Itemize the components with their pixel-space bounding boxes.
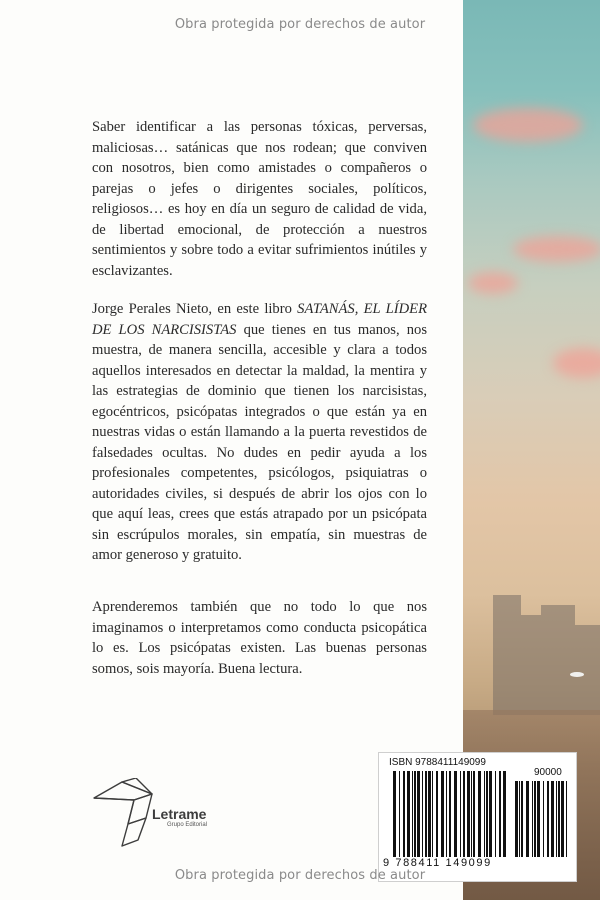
barcode-bar — [551, 781, 554, 857]
barcode-bar — [537, 781, 540, 857]
barcode-bar — [449, 771, 451, 857]
pink-cloud — [553, 348, 600, 378]
barcode-bar — [407, 771, 410, 857]
paragraph-2-body: que tienes en tus manos, nos muestra, de manera sencilla, accesible y clara a todos aquellos interesados en detectar la maldad, la mentira y las estrategias de dominio que tienen los narcisistas, egocéntricos, psicópatas integrados o que están ya en nuestras vidas o están llamando a la puerta revestidos de falsedades ocultas. No dudes en pedir ayuda a los profesionales competentes, psicólogos, psiquiatras o autoridades civiles, si después de abrir los ojos con lo que aquí leas, crees que estás atrapado por un psicópata sin escrúpulos morales, sin empatía, sin muestras de amor generoso y gratuito. — [92, 321, 427, 563]
pink-cloud — [473, 108, 583, 142]
barcode-bar — [471, 771, 472, 857]
barcode-bar — [473, 771, 475, 857]
barcode-bar — [519, 781, 520, 857]
barcode-bar — [556, 781, 557, 857]
barcode-bar — [499, 771, 501, 857]
barcode-bar — [486, 771, 488, 857]
barcode-bar — [558, 781, 560, 857]
pink-cloud — [468, 272, 518, 294]
paragraph-2-intro: Jorge Perales Nieto, en este libro — [92, 301, 298, 317]
publisher-name: Letrame — [152, 806, 207, 822]
isbn-barcode — [378, 752, 577, 882]
barcode-bar — [446, 771, 447, 857]
barcode-bar — [534, 781, 536, 857]
barcode-bar — [521, 781, 523, 857]
building-silhouette — [521, 615, 541, 715]
publisher-subtitle: Grupo Editorial — [167, 822, 208, 828]
pink-cloud — [513, 236, 600, 262]
barcode-bar — [566, 781, 567, 857]
seagull — [570, 672, 584, 677]
watermark-top: Obra protegida por derechos de autor — [174, 17, 426, 32]
synopsis-paragraph-1: Saber identificar a las personas tóxicas, perversas, maliciosas… satánicas que nos rodean; que conviven con nosotros, bien como amistades o compañeros o parejas o jefes o dirigentes sociales, políticos, religiosos… es hoy en día un seguro de calidad de vida, de libertad emocional, de protección a nuestros sentimientos y sobre todo a evitar sufrimientos inútiles y esclavizantes. — [92, 119, 427, 279]
barcode-bar — [403, 771, 405, 857]
barcode-bar — [454, 771, 457, 857]
barcode-bar — [414, 771, 416, 857]
building-silhouette — [575, 625, 600, 715]
barcode-bar — [561, 781, 564, 857]
barcode-bar — [495, 771, 496, 857]
barcode-bar — [489, 771, 492, 857]
barcode-bar — [422, 771, 423, 857]
barcode-bar — [467, 771, 470, 857]
barcode-bar — [460, 771, 461, 857]
barcode-bar — [547, 781, 549, 857]
barcode-bar — [503, 771, 506, 857]
barcode-bar — [532, 781, 533, 857]
barcode-bar — [484, 771, 485, 857]
barcode-bar — [543, 781, 544, 857]
barcode-bar — [428, 771, 431, 857]
synopsis-paragraph-2 — [92, 299, 427, 566]
barcode-bar — [399, 771, 400, 857]
isbn-label: ISBN 9788411149099 — [389, 757, 486, 768]
building-silhouette — [541, 605, 575, 715]
barcode-bar — [417, 771, 420, 857]
barcode-bar — [441, 771, 444, 857]
barcode-bar — [393, 771, 396, 857]
watermark-bottom: Obra protegida por derechos de autor — [174, 868, 426, 883]
barcode-bar — [425, 771, 427, 857]
price-code: 90000 — [534, 767, 562, 778]
barcode-bar — [515, 781, 518, 857]
barcode-digits: 9 788411 149099 — [383, 857, 492, 869]
barcode-bar — [412, 771, 413, 857]
barcode-bar — [436, 771, 438, 857]
synopsis-paragraph-3: Aprenderemos también que no todo lo que nos imaginamos o interpretamos como conducta psicopática lo es. Los psicópatas existen. Las buenas personas somos, sois mayoría. Buena lectura. — [92, 599, 427, 677]
book-title: SATANÁS, EL LÍDER DE LOS NARCISISTAS — [92, 301, 427, 338]
barcode-bar — [526, 781, 529, 857]
barcode-bar — [463, 771, 465, 857]
barcode-bar — [478, 771, 481, 857]
barcode-bar — [432, 771, 433, 857]
building-silhouette — [493, 595, 521, 715]
